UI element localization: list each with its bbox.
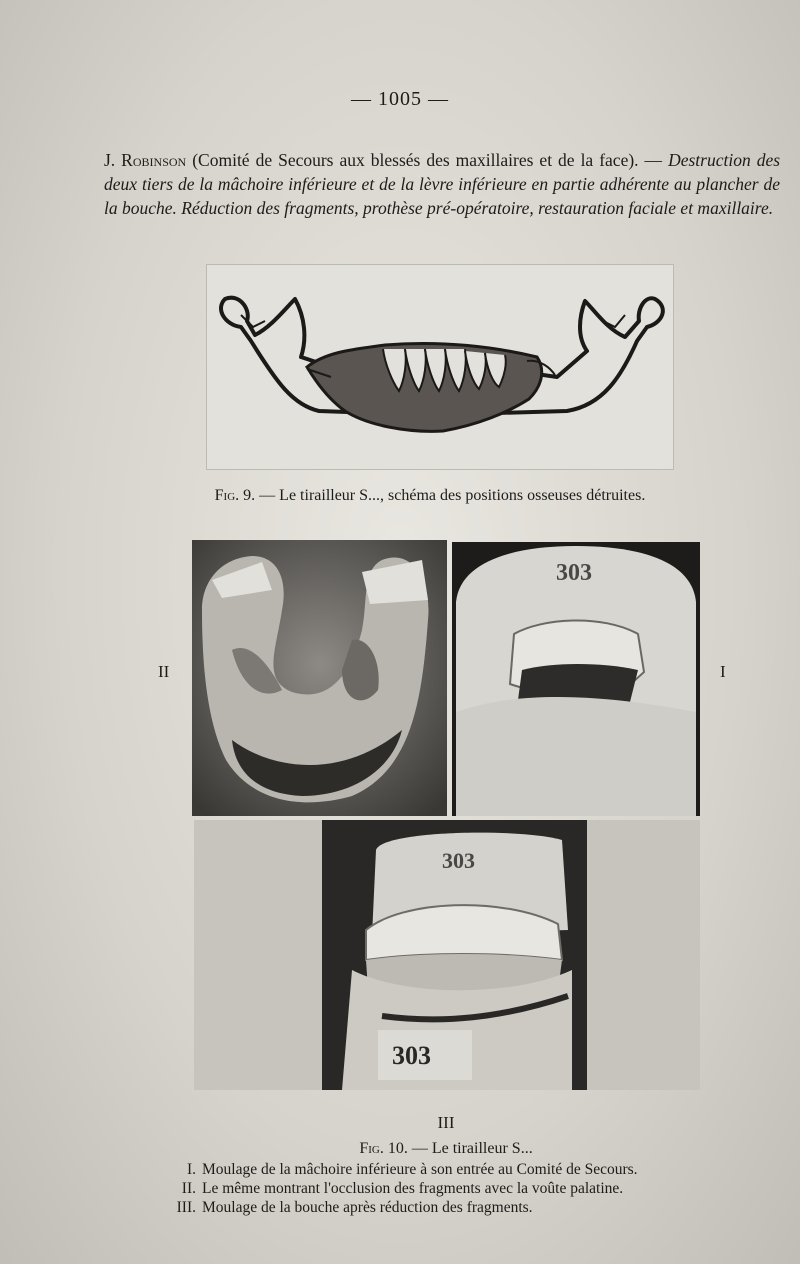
legend-item <box>164 1179 764 1198</box>
figure-9-mandible-diagram <box>206 264 674 470</box>
intro-paragraph <box>104 148 780 220</box>
photo-number-303: 303 <box>556 560 592 586</box>
figure-9-label: Fig. 9. <box>214 487 256 504</box>
page-number: — 1005 — <box>351 88 449 110</box>
photo-label-right: I <box>720 662 726 681</box>
photo-lower-jaw-cast <box>192 540 447 816</box>
author-affiliation: (Comité de Secours aux blessés des maxillaires et de la face). — <box>192 150 663 170</box>
legend-item <box>164 1198 764 1217</box>
photo-label-left: II <box>158 662 170 681</box>
photo-panel-right-fill <box>587 820 700 1090</box>
photo-number-303-top: 303 <box>442 848 475 873</box>
photo-panel-left-fill <box>194 820 322 1090</box>
figure-10-caption-text: — Le tirailleur S... <box>407 1140 533 1157</box>
legend-item-text: Le même montrant l'occlusion des fragments avec la voûte palatine. <box>202 1180 624 1197</box>
figure-10-legend <box>164 1160 764 1217</box>
photo-number-303-bottom: 303 <box>392 1041 431 1070</box>
legend-item <box>164 1160 764 1179</box>
photo-mouth-after-reduction <box>322 820 587 1090</box>
figure-9-caption-text: — Le tirailleur S..., schéma des positions osseuses détruites. <box>255 487 646 504</box>
author-name: J. Robinson <box>104 150 187 170</box>
figure-10-label: Fig. 10. <box>359 1140 408 1157</box>
photo-cast-front-view <box>452 542 700 816</box>
legend-item-number: II. <box>181 1180 196 1197</box>
legend-item-number: I. <box>186 1161 196 1178</box>
figure-9-caption <box>0 487 800 505</box>
legend-item-text: Moulage de la bouche après réduction des fragments. <box>202 1199 533 1216</box>
legend-item-text: Moulage de la mâchoire inférieure à son entrée au Comité de Secours. <box>202 1161 638 1178</box>
figure-10-caption <box>0 1140 800 1158</box>
legend-item-number: III. <box>176 1199 196 1216</box>
article-title: Destruction des deux tiers de la mâchoire inférieure et de la lèvre inférieure en partie adhérente au plancher de la bouche. Réduction des fragments, prothèse pré-opératoire, restauration faciale et maxillaire. <box>104 150 781 218</box>
photo-label-bottom: III <box>437 1113 455 1132</box>
